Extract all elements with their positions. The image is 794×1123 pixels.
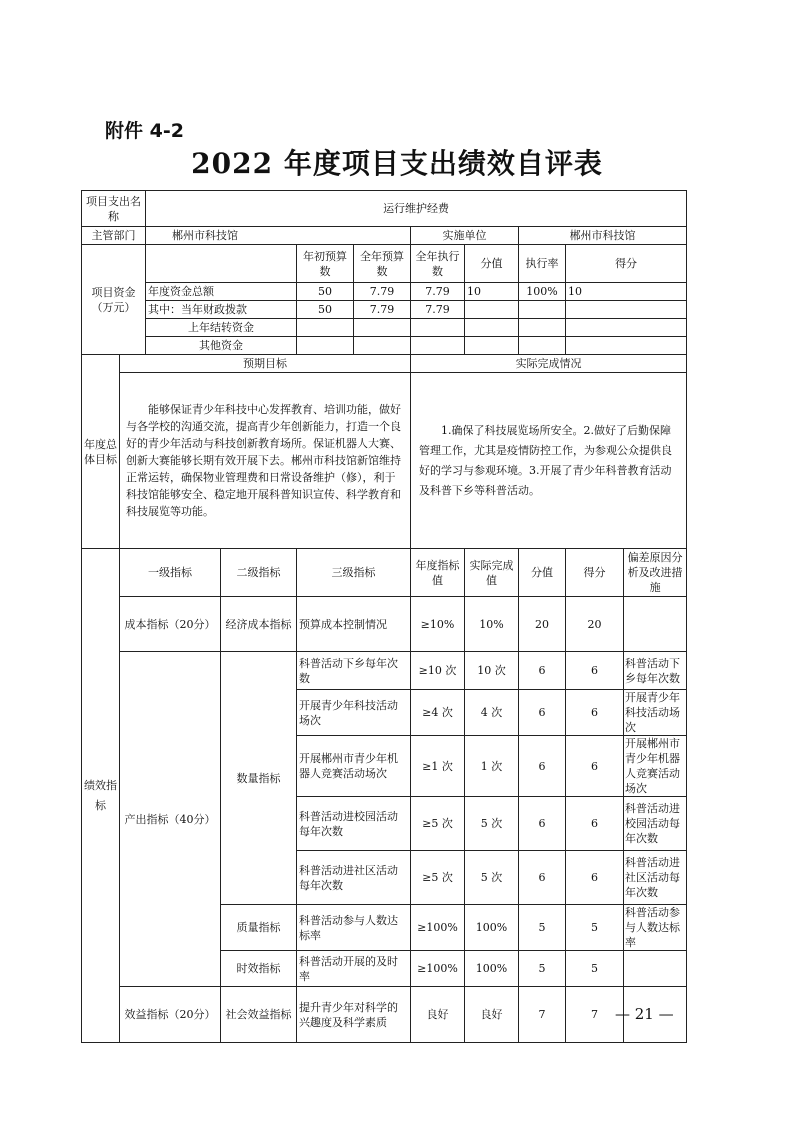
- level1-cost: 成本指标（20分）: [120, 597, 221, 652]
- level2-timeliness: 时效指标: [221, 951, 297, 987]
- header-level2: 二级指标: [221, 549, 297, 597]
- target-value: ≥5 次: [411, 797, 465, 851]
- weight-value: 20: [519, 597, 566, 652]
- funds-exec: 7.79: [411, 301, 465, 319]
- score-value: 6: [566, 690, 624, 736]
- actual-value: 100%: [465, 905, 519, 951]
- page-number: — 21 —: [615, 1005, 674, 1023]
- target-value: 良好: [411, 987, 465, 1043]
- funds-score: [566, 301, 687, 319]
- funds-row: [82, 337, 687, 355]
- funds-row-name: 上年结转资金: [146, 319, 297, 337]
- funds-rate: 100%: [519, 283, 566, 301]
- header-actual: 实际完成值: [465, 549, 519, 597]
- funds-exec: [411, 337, 465, 355]
- funds-row: [82, 301, 687, 319]
- funds-row-name: 其中：当年财政拨款: [146, 301, 297, 319]
- project-name-row: [82, 191, 687, 227]
- impl-value: 郴州市科技馆: [519, 227, 687, 245]
- level2-quantity: 数量指标: [221, 652, 297, 905]
- actual-completion-text: 1.确保了科技展览场所安全。2.做好了后勤保障管理工作，尤其是疫情防控工作，为参观公众提供良好的学习与参观环境。3.开展了青少年科普教育活动及科普下乡等科普活动。: [411, 373, 687, 549]
- level2-social: 社会效益指标: [221, 987, 297, 1043]
- score-value: 6: [566, 652, 624, 690]
- dept-value: 郴州市科技馆: [146, 227, 411, 245]
- score-value: 20: [566, 597, 624, 652]
- level1-benefit: 效益指标（20分）: [120, 987, 221, 1043]
- actual-header: 实际完成情况: [411, 355, 687, 373]
- funds-col-initial: 年初预算数: [297, 245, 354, 283]
- weight-value: 6: [519, 797, 566, 851]
- funds-col-score: 得分: [566, 245, 687, 283]
- objectives-header-row: [82, 355, 687, 373]
- funds-rate: [519, 319, 566, 337]
- target-value: ≥10%: [411, 597, 465, 652]
- deviation-note: 开展青少年科技活动场次: [624, 690, 687, 736]
- level2-quality: 质量指标: [221, 905, 297, 951]
- funds-initial: [297, 319, 354, 337]
- funds-row-name: 年度资金总额: [146, 283, 297, 301]
- department-row: [82, 227, 687, 245]
- header-weight: 分值: [519, 549, 566, 597]
- target-value: ≥4 次: [411, 690, 465, 736]
- actual-value: 100%: [465, 951, 519, 987]
- level3-indicator: 科普活动参与人数达标率: [297, 905, 411, 951]
- weight-value: 6: [519, 652, 566, 690]
- funds-weight: [465, 337, 519, 355]
- performance-label: 绩效指标: [82, 549, 120, 1043]
- level3-indicator: 开展青少年科技活动场次: [297, 690, 411, 736]
- funds-annual: 7.79: [354, 301, 411, 319]
- score-value: 6: [566, 797, 624, 851]
- deviation-note: 科普活动下乡每年次数: [624, 652, 687, 690]
- weight-value: 7: [519, 987, 566, 1043]
- actual-value: 5 次: [465, 851, 519, 905]
- indicator-row: [82, 597, 687, 652]
- funds-initial: [297, 337, 354, 355]
- funds-annual: 7.79: [354, 283, 411, 301]
- funds-weight: 10: [465, 283, 519, 301]
- actual-value: 10 次: [465, 652, 519, 690]
- expected-header: 预期目标: [120, 355, 411, 373]
- deviation-note: 科普活动进校园活动每年次数: [624, 797, 687, 851]
- level3-indicator: 开展郴州市青少年机器人竞赛活动场次: [297, 736, 411, 797]
- header-level1: 一级指标: [120, 549, 221, 597]
- project-name-value: 运行维护经费: [146, 191, 687, 227]
- actual-value: 10%: [465, 597, 519, 652]
- deviation-note: 科普活动参与人数达标率: [624, 905, 687, 951]
- level3-indicator: 科普活动进校园活动每年次数: [297, 797, 411, 851]
- weight-value: 6: [519, 736, 566, 797]
- actual-value: 4 次: [465, 690, 519, 736]
- funds-row-name: 其他资金: [146, 337, 297, 355]
- target-value: ≥10 次: [411, 652, 465, 690]
- score-value: 5: [566, 951, 624, 987]
- funds-rate: [519, 301, 566, 319]
- funds-initial: 50: [297, 301, 354, 319]
- objectives-content-row: [82, 373, 687, 549]
- level2-cost: 经济成本指标: [221, 597, 297, 652]
- annex-label: 附件 4-2: [105, 120, 184, 142]
- level3-indicator: 科普活动进社区活动每年次数: [297, 851, 411, 905]
- level3-indicator: 科普活动开展的及时率: [297, 951, 411, 987]
- funds-weight: [465, 301, 519, 319]
- deviation-note: 开展郴州市青少年机器人竞赛活动场次: [624, 736, 687, 797]
- objectives-label: 年度总体目标: [82, 355, 120, 549]
- dept-label: 主管部门: [82, 227, 146, 245]
- indicator-row: [82, 652, 687, 690]
- indicator-header-row: [82, 549, 687, 597]
- weight-value: 6: [519, 690, 566, 736]
- target-value: ≥100%: [411, 905, 465, 951]
- document-title: 2022 年度项目支出绩效自评表: [191, 147, 603, 180]
- funds-exec: 7.79: [411, 283, 465, 301]
- level3-indicator: 科普活动下乡每年次数: [297, 652, 411, 690]
- weight-value: 5: [519, 951, 566, 987]
- impl-label: 实施单位: [411, 227, 519, 245]
- performance-table: [81, 190, 687, 1043]
- funds-annual: [354, 337, 411, 355]
- header-level3: 三级指标: [297, 549, 411, 597]
- funds-score: 10: [566, 283, 687, 301]
- funds-rate: [519, 337, 566, 355]
- actual-value: 良好: [465, 987, 519, 1043]
- funds-weight: [465, 319, 519, 337]
- level3-indicator: 提升青少年对科学的兴趣度及科学素质: [297, 987, 411, 1043]
- funds-row: [82, 283, 687, 301]
- actual-value: 5 次: [465, 797, 519, 851]
- deviation-note: [624, 597, 687, 652]
- header-target: 年度指标值: [411, 549, 465, 597]
- target-value: ≥100%: [411, 951, 465, 987]
- funds-score: [566, 337, 687, 355]
- actual-value: 1 次: [465, 736, 519, 797]
- expected-objective-text: 能够保证青少年科技中心发挥教育、培训功能，做好与各学校的沟通交流，提高青少年创新能力，打造一个良好的青少年活动与科技创新教育场所。保证机器人大赛、创新大赛能够长期有效开展下去。郴州市科技馆新馆维持正常运转，确保物业管理费和日常设备维护（修），利于科技馆能够安全、稳定地开展科普知识宣传、科学教育和科技展览等功能。: [120, 373, 411, 549]
- weight-value: 5: [519, 905, 566, 951]
- target-value: ≥5 次: [411, 851, 465, 905]
- level3-indicator: 预算成本控制情况: [297, 597, 411, 652]
- header-note: 偏差原因分析及改进措施: [624, 549, 687, 597]
- funds-header-row: [82, 245, 687, 283]
- score-value: 6: [566, 851, 624, 905]
- score-value: 6: [566, 736, 624, 797]
- funds-col-annual: 全年预算数: [354, 245, 411, 283]
- funds-col-exec: 全年执行数: [411, 245, 465, 283]
- deviation-note: [624, 951, 687, 987]
- level1-output: 产出指标（40分）: [120, 652, 221, 987]
- score-value: 7: [566, 987, 624, 1043]
- weight-value: 6: [519, 851, 566, 905]
- funds-score: [566, 319, 687, 337]
- funds-row: [82, 319, 687, 337]
- deviation-note: 科普活动进社区活动每年次数: [624, 851, 687, 905]
- target-value: ≥1 次: [411, 736, 465, 797]
- header-score: 得分: [566, 549, 624, 597]
- funds-col-rate: 执行率: [519, 245, 566, 283]
- funds-blank: [146, 245, 297, 283]
- score-value: 5: [566, 905, 624, 951]
- project-name-label: 项目支出名称: [82, 191, 146, 227]
- funds-exec: [411, 319, 465, 337]
- funds-annual: [354, 319, 411, 337]
- indicator-row: [82, 987, 687, 1043]
- funds-initial: 50: [297, 283, 354, 301]
- funds-col-weight: 分值: [465, 245, 519, 283]
- funds-label: 项目资金（万元）: [82, 245, 146, 355]
